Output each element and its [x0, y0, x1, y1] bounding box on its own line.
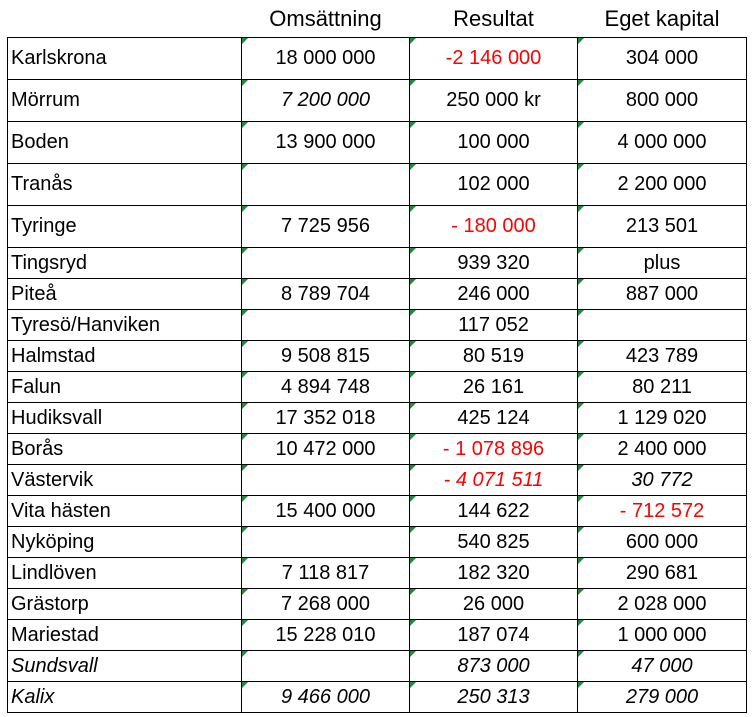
cell-eget-kapital[interactable]: 1 000 000 — [578, 620, 747, 651]
cell-club-name[interactable]: Tingsryd — [8, 248, 242, 279]
cell-club-name[interactable]: Tranås — [8, 164, 242, 206]
table-row — [8, 206, 747, 248]
cell-club-name[interactable]: Tyringe — [8, 206, 242, 248]
cell-resultat[interactable]: 182 320 — [410, 558, 578, 589]
table-row — [8, 403, 747, 434]
cell-club-name[interactable]: Karlskrona — [8, 38, 242, 80]
cell-resultat[interactable]: 187 074 — [410, 620, 578, 651]
cell-resultat[interactable]: 80 519 — [410, 341, 578, 372]
cell-club-name[interactable]: Borås — [8, 434, 242, 465]
table-row — [8, 620, 747, 651]
cell-resultat[interactable]: 425 124 — [410, 403, 578, 434]
cell-eget-kapital[interactable]: - 712 572 — [578, 496, 747, 527]
cell-resultat[interactable]: 246 000 — [410, 279, 578, 310]
cell-resultat[interactable]: - 180 000 — [410, 206, 578, 248]
cell-omsattning[interactable] — [242, 248, 410, 279]
cell-club-name[interactable]: Falun — [8, 372, 242, 403]
cell-resultat[interactable]: 939 320 — [410, 248, 578, 279]
cell-omsattning[interactable] — [242, 527, 410, 558]
header-omsattning[interactable]: Omsättning — [269, 5, 382, 31]
cell-club-name[interactable]: Västervik — [8, 465, 242, 496]
cell-club-name[interactable]: Sundsvall — [8, 651, 242, 682]
cell-omsattning[interactable]: 7 118 817 — [242, 558, 410, 589]
table-row — [8, 248, 747, 279]
cell-omsattning[interactable] — [242, 310, 410, 341]
header-row — [8, 0, 747, 38]
cell-club-name[interactable]: Piteå — [8, 279, 242, 310]
cell-club-name[interactable]: Mörrum — [8, 80, 242, 122]
cell-eget-kapital[interactable]: 279 000 — [578, 682, 747, 713]
cell-club-name[interactable]: Vita hästen — [8, 496, 242, 527]
cell-eget-kapital[interactable]: 600 000 — [578, 527, 747, 558]
cell-eget-kapital[interactable]: 2 200 000 — [578, 164, 747, 206]
cell-resultat[interactable]: 250 313 — [410, 682, 578, 713]
cell-omsattning[interactable] — [242, 164, 410, 206]
cell-eget-kapital[interactable]: 800 000 — [578, 80, 747, 122]
cell-omsattning[interactable]: 7 200 000 — [242, 80, 410, 122]
cell-resultat[interactable]: 540 825 — [410, 527, 578, 558]
cell-omsattning[interactable]: 15 400 000 — [242, 496, 410, 527]
header-eget-kapital[interactable]: Eget kapital — [604, 5, 720, 31]
cell-resultat[interactable]: 26 161 — [410, 372, 578, 403]
cell-omsattning[interactable]: 15 228 010 — [242, 620, 410, 651]
table-row — [8, 341, 747, 372]
cell-eget-kapital[interactable]: 2 028 000 — [578, 589, 747, 620]
table-row — [8, 122, 747, 164]
cell-eget-kapital[interactable]: 887 000 — [578, 279, 747, 310]
table-row — [8, 164, 747, 206]
cell-eget-kapital[interactable]: 80 211 — [578, 372, 747, 403]
header-corner — [8, 0, 242, 38]
cell-eget-kapital[interactable]: 423 789 — [578, 341, 747, 372]
cell-eget-kapital[interactable]: 4 000 000 — [578, 122, 747, 164]
cell-eget-kapital[interactable]: 1 129 020 — [578, 403, 747, 434]
cell-resultat[interactable]: - 4 071 511 — [410, 465, 578, 496]
cell-omsattning[interactable]: 4 894 748 — [242, 372, 410, 403]
cell-omsattning[interactable]: 17 352 018 — [242, 403, 410, 434]
cell-eget-kapital[interactable]: 304 000 — [578, 38, 747, 80]
table-row — [8, 589, 747, 620]
cell-resultat[interactable]: 117 052 — [410, 310, 578, 341]
cell-club-name[interactable]: Tyresö/Hanviken — [8, 310, 242, 341]
table-row — [8, 310, 747, 341]
cell-club-name[interactable]: Nyköping — [8, 527, 242, 558]
cell-resultat[interactable]: 26 000 — [410, 589, 578, 620]
cell-omsattning[interactable]: 7 268 000 — [242, 589, 410, 620]
cell-omsattning[interactable]: 9 466 000 — [242, 682, 410, 713]
table-row — [8, 465, 747, 496]
cell-eget-kapital[interactable]: plus — [578, 248, 747, 279]
table-row — [8, 279, 747, 310]
cell-resultat[interactable]: 250 000 kr — [410, 80, 578, 122]
cell-eget-kapital[interactable] — [578, 310, 747, 341]
cell-resultat[interactable]: -2 146 000 — [410, 38, 578, 80]
cell-omsattning[interactable]: 9 508 815 — [242, 341, 410, 372]
table-row — [8, 80, 747, 122]
cell-omsattning[interactable] — [242, 651, 410, 682]
cell-club-name[interactable]: Grästorp — [8, 589, 242, 620]
cell-eget-kapital[interactable]: 290 681 — [578, 558, 747, 589]
cell-omsattning[interactable]: 8 789 704 — [242, 279, 410, 310]
spreadsheet-table — [7, 0, 747, 713]
cell-club-name[interactable]: Lindlöven — [8, 558, 242, 589]
table-row — [8, 496, 747, 527]
cell-omsattning[interactable]: 10 472 000 — [242, 434, 410, 465]
cell-club-name[interactable]: Hudiksvall — [8, 403, 242, 434]
cell-eget-kapital[interactable]: 213 501 — [578, 206, 747, 248]
cell-eget-kapital[interactable]: 47 000 — [578, 651, 747, 682]
table-row — [8, 372, 747, 403]
cell-resultat[interactable]: 102 000 — [410, 164, 578, 206]
cell-club-name[interactable]: Kalix — [8, 682, 242, 713]
cell-club-name[interactable]: Halmstad — [8, 341, 242, 372]
cell-omsattning[interactable]: 18 000 000 — [242, 38, 410, 80]
table-row — [8, 558, 747, 589]
cell-eget-kapital[interactable]: 30 772 — [578, 465, 747, 496]
cell-resultat[interactable]: 100 000 — [410, 122, 578, 164]
table-row — [8, 38, 747, 80]
cell-resultat[interactable]: 144 622 — [410, 496, 578, 527]
cell-omsattning[interactable]: 13 900 000 — [242, 122, 410, 164]
cell-eget-kapital[interactable]: 2 400 000 — [578, 434, 747, 465]
table-row — [8, 651, 747, 682]
cell-resultat[interactable]: 873 000 — [410, 651, 578, 682]
cell-club-name[interactable]: Boden — [8, 122, 242, 164]
table-row — [8, 527, 747, 558]
table-row — [8, 682, 747, 713]
cell-resultat[interactable]: - 1 078 896 — [410, 434, 578, 465]
table-row — [8, 434, 747, 465]
cell-omsattning[interactable] — [242, 465, 410, 496]
header-resultat[interactable]: Resultat — [453, 5, 534, 31]
cell-club-name[interactable]: Mariestad — [8, 620, 242, 651]
cell-omsattning[interactable]: 7 725 956 — [242, 206, 410, 248]
